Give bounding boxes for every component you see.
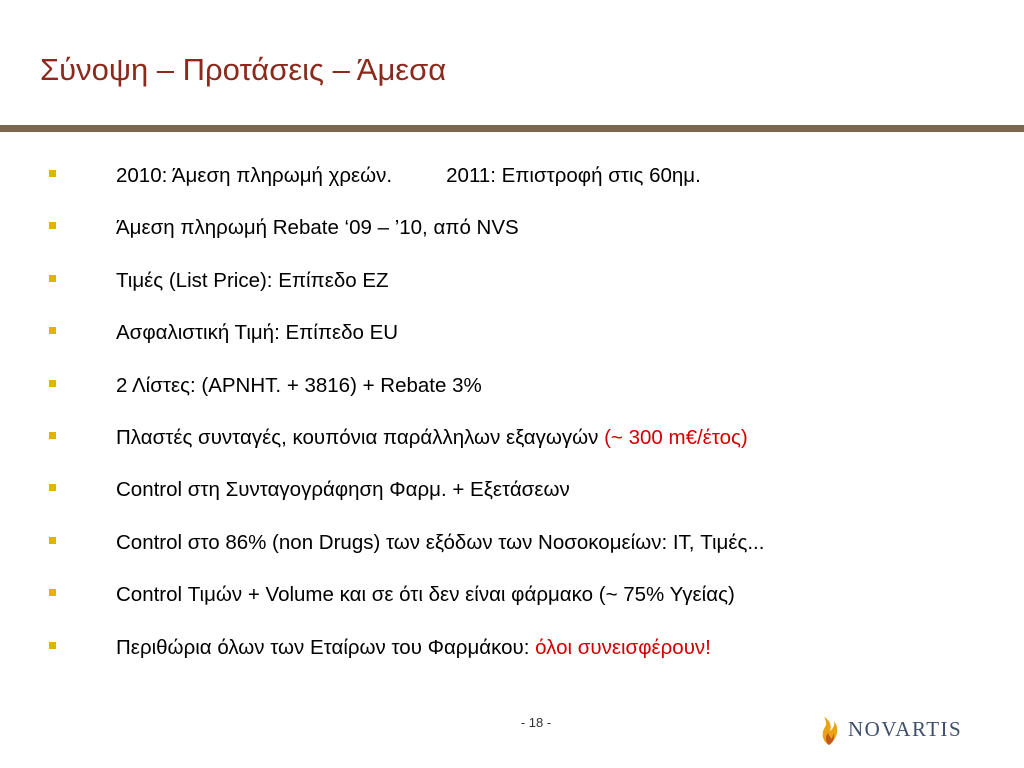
- bullet-text: Τιμές (List Price): Επίπεδο ΕΖ: [116, 268, 389, 292]
- bullet-item: [0, 255, 1024, 307]
- bullet-item: [0, 202, 1024, 254]
- bullet-square-icon: [49, 170, 56, 177]
- bullet-text: [116, 622, 711, 674]
- bullet-text: [116, 412, 748, 464]
- logo-text: NOVARTIS: [848, 717, 963, 741]
- bullet-text: 2 Λίστες: (ΑΡΝΗΤ. + 3816) + Rebate 3%: [116, 373, 482, 397]
- bullet-text-part: 2010: Άμεση πληρωμή χρεών.: [116, 164, 393, 187]
- bullet-square-icon: [49, 537, 56, 544]
- bullet-square-icon: [49, 589, 56, 596]
- bullet-item: [0, 517, 1024, 569]
- bullet-square-icon: [49, 327, 56, 334]
- bullet-highlight: όλοι συνεισφέρουν!: [535, 635, 711, 659]
- bullet-item: [0, 360, 1024, 412]
- bullet-text: Άμεση πληρωμή Rebate ‘09 – ’10, από NVS: [116, 216, 519, 240]
- bullet-list: [0, 150, 1024, 674]
- bullet-square-icon: [49, 484, 56, 491]
- bullet-text-part: 2011: Επιστροφή στις 60ημ.: [446, 164, 701, 187]
- bullet-text: [116, 150, 701, 202]
- bullet-item: [0, 569, 1024, 621]
- bullet-square-icon: [49, 432, 56, 439]
- title-divider: [0, 125, 1024, 132]
- slide-title: Σύνοψη – Προτάσεις – Άμεσα: [40, 52, 447, 87]
- bullet-text: Control στο 86% (non Drugs) των εξόδων των Νοσοκομείων: IT, Τιμές...: [116, 530, 765, 554]
- bullet-item: [0, 150, 1024, 202]
- bullet-highlight: (~ 300 m€/έτος): [604, 425, 748, 449]
- bullet-text: Control Τιμών + Volume και σε ότι δεν είναι φάρμακο (~ 75% Υγείας): [116, 583, 735, 607]
- bullet-square-icon: [49, 275, 56, 282]
- bullet-text-part: Περιθώρια όλων των Εταίρων του Φαρμάκου:: [116, 635, 536, 659]
- flame-logo-icon: [815, 712, 843, 746]
- bullet-text: Ασφαλιστική Τιμή: Επίπεδο EU: [116, 321, 399, 345]
- bullet-square-icon: [49, 642, 56, 649]
- bullet-item: [0, 464, 1024, 516]
- bullet-text-part: Πλαστές συνταγές, κουπόνια παράλληλων εξαγωγών: [116, 425, 605, 449]
- bullet-item: [0, 412, 1024, 464]
- novartis-logo: [815, 712, 962, 746]
- bullet-square-icon: [49, 380, 56, 387]
- bullet-item: [0, 307, 1024, 359]
- bullet-text: Control στη Συνταγογράφηση Φαρμ. + Εξετάσεων: [116, 478, 570, 502]
- bullet-square-icon: [49, 222, 56, 229]
- bullet-item: [0, 622, 1024, 674]
- page-number: - 18 -: [520, 715, 552, 730]
